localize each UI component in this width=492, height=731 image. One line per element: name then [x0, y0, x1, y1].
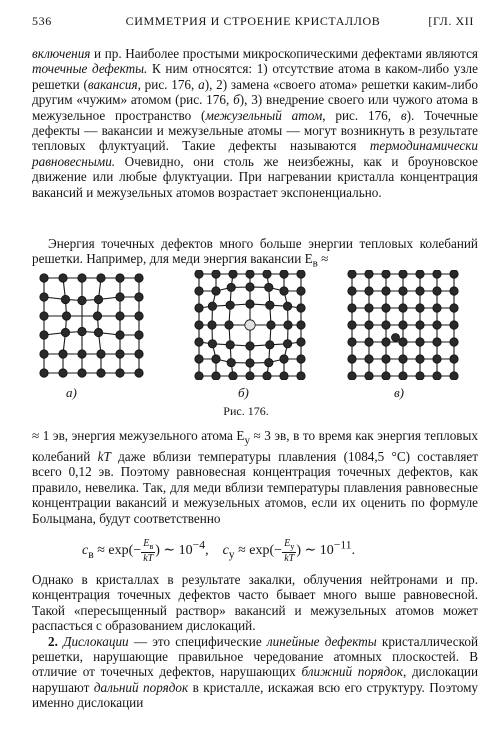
- text: ,: [205, 543, 209, 559]
- text: ≈ exp: [234, 543, 270, 559]
- lattice-interstitial: [342, 270, 467, 380]
- text: ≈ 1 эв, энергия межузельного атома E: [32, 428, 245, 443]
- text: Энергия точечных дефектов много больше энергии тепловых колебаний решетки. Например, для меди энергия вакансии E: [32, 236, 478, 267]
- text: — это специфические: [128, 633, 267, 649]
- text: кристаллической решетки, нарушающие правильное чередование атомных плоскостей. В отличие от точечных дефектов, нарушающих: [32, 633, 479, 680]
- subscript: у: [228, 548, 235, 562]
- symbol: E: [284, 538, 291, 549]
- text: К ним относятся: 1) отсутствие атома в каком-либо узле решетки (: [32, 61, 478, 92]
- term-interstitial: межузельный атом: [205, 107, 323, 123]
- symbol: E: [143, 538, 150, 549]
- paren: (−: [128, 543, 142, 559]
- subscript: в: [88, 548, 94, 562]
- figure-176: [32, 270, 478, 396]
- symbol: c: [222, 543, 229, 559]
- fraction-1: [141, 538, 155, 564]
- equation-concentrations: [82, 538, 442, 566]
- subscript: у: [244, 434, 250, 447]
- term-vacancy: вакансия: [87, 76, 138, 92]
- fraction-2: [282, 538, 296, 564]
- symbol: kT: [284, 553, 295, 564]
- text: ≈ exp: [93, 543, 129, 559]
- text: ). Точечные дефекты — вакансии и межузельные атомы — могут возникнуть в результате тепловых флуктуаций. Такие дефекты называются: [32, 107, 478, 154]
- paragraph-dislocations: [32, 572, 478, 711]
- term-short-range-order: ближний порядок: [301, 664, 403, 680]
- text: , дислокации нарушают: [32, 664, 478, 695]
- text: , рис. 176,: [322, 107, 401, 123]
- exponent: −11: [333, 538, 352, 552]
- paren: (−: [269, 543, 283, 559]
- paren: ): [296, 543, 302, 559]
- chapter-marker: [ГЛ. XII: [428, 14, 474, 28]
- text: и пр. Наиболее простыми микроскопическими дефектами являются: [90, 46, 478, 61]
- term-thermodynamic: термодинамически равновесными.: [32, 138, 478, 169]
- text: Однако в кристаллах в результате закалки, облучения нейтронами и пр. концентрация точечных дефектов часто бывает много выше равновесной. Такой «пересыщенный раствор» вакансий и межузельных атомов может распасться с образованием дислокаций.: [32, 572, 478, 634]
- text: Очевидно, они столь же неизбежны, как и броуновское движение или любые флуктуации. При нагревании кристалла концентрация вакансий и межузельных атомов возрастает экспоненциально.: [32, 153, 478, 200]
- page-number: 536: [32, 14, 52, 28]
- paren: ): [155, 543, 160, 559]
- text: .: [351, 543, 356, 559]
- paragraph-boltzmann: [32, 428, 478, 526]
- figure-label-b: б): [238, 385, 249, 400]
- text: ∼ 10: [301, 543, 334, 559]
- text: ∼ 10: [159, 543, 193, 559]
- exponent: −4: [192, 538, 206, 552]
- header-title: СИММЕТРИЯ И СТРОЕНИЕ КРИСТАЛЛОВ: [125, 14, 381, 28]
- text: даже вблизи температуры плавления (1084,5 °C) составляет всего 0,12 эв. Поэтому равновесная концентрация точечных дефектов, как правило, невелика. Так, для меди вблизи температуры плавления равновесные концентрации вакансий и межузельных атомов, если их оценить по формуле Больцмана, будут соответственно: [32, 449, 479, 526]
- text: ≈ 3 эв, в то время как энергия тепловых колебаний: [32, 428, 478, 465]
- fig-ref: а: [198, 76, 205, 92]
- section-number: 2.: [48, 633, 58, 649]
- fig-ref: б: [233, 92, 240, 108]
- term-point-defects: точечные дефекты.: [32, 61, 148, 77]
- figure-label-a: а): [66, 385, 77, 400]
- subscript: в: [149, 542, 154, 551]
- text: , рис. 176,: [137, 76, 199, 92]
- paragraph-point-defects: [32, 46, 478, 200]
- term-linear-defects: линейные дефекты: [266, 633, 377, 649]
- fig-ref: в: [400, 107, 407, 123]
- symbol: c: [82, 543, 89, 559]
- term-dislocations: Дислокации: [63, 633, 129, 649]
- paragraph-energy: [32, 236, 478, 272]
- figure-label-c: в): [394, 385, 404, 400]
- symbol: kT: [143, 553, 154, 564]
- text: ), 3) внедрение своего или чужого атома в межузельное пространство (: [32, 92, 478, 123]
- subscript: в: [312, 258, 318, 271]
- text: в кристалле, искажая всю его структуру. Поэтому именно дислокации: [32, 679, 479, 711]
- symbol-kt: kT: [97, 449, 111, 465]
- term-long-range-order: дальний порядок: [93, 679, 189, 695]
- running-header: [32, 14, 474, 32]
- text: ≈: [317, 251, 329, 267]
- lattice-vacancy: [32, 270, 152, 380]
- subscript: у: [290, 542, 295, 551]
- term-inclusions: включения: [32, 46, 91, 61]
- lattice-substitution: [186, 270, 316, 380]
- figure-caption: Рис. 176.: [223, 404, 269, 418]
- text: ), 2) замена «своего атома» решетки каким-либо другим «чужим» атомом (рис. 176,: [32, 76, 478, 108]
